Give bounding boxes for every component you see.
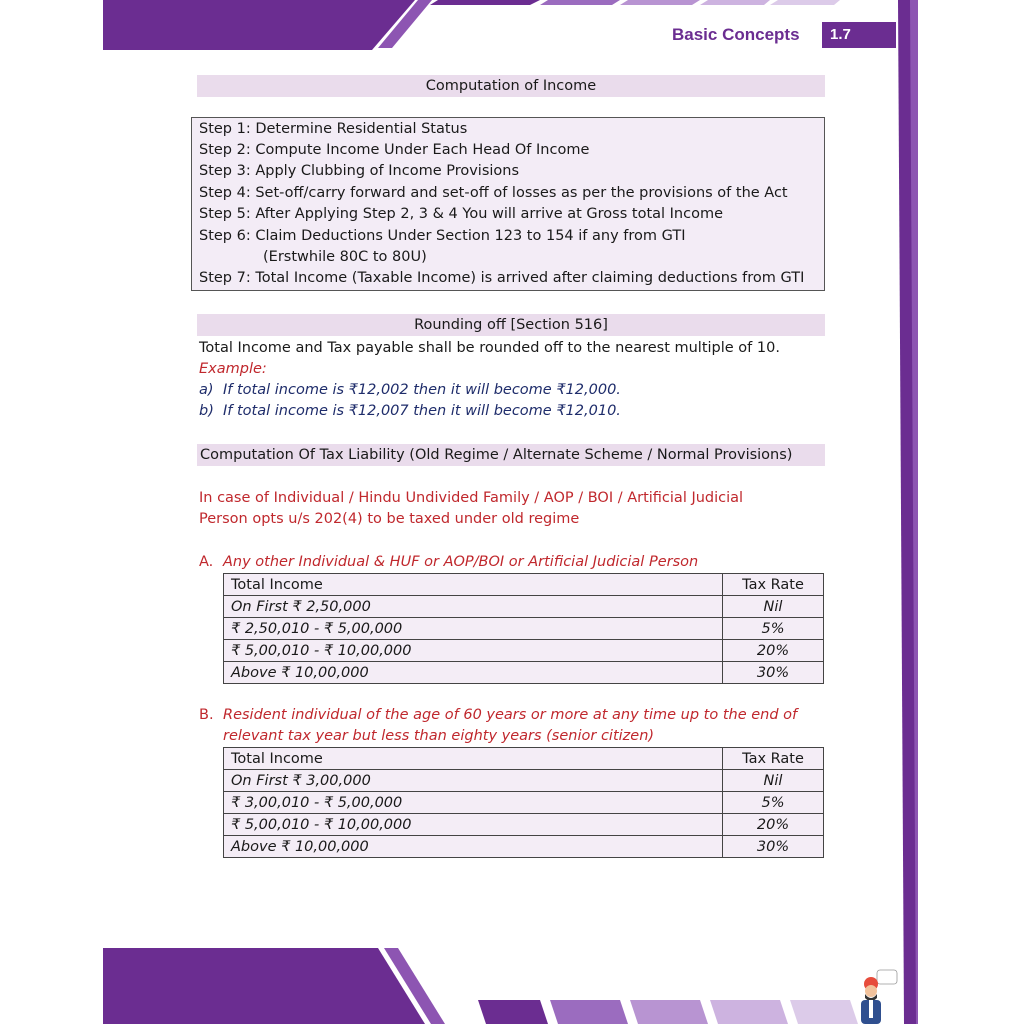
tax-rate-table-b xyxy=(223,747,824,858)
income-slab: ₹ 2,50,010 - ₹ 5,00,000 xyxy=(224,618,723,640)
tax-rate: 20% xyxy=(723,814,824,836)
example-marker-a: a) xyxy=(199,382,214,398)
example-marker-b: b) xyxy=(199,403,214,419)
section-b-title-line2: relevant tax year but less than eighty years (senior citizen) xyxy=(223,728,655,744)
tax-rate: 30% xyxy=(723,662,824,684)
income-slab: Above ₹ 10,00,000 xyxy=(224,836,723,858)
column-header-income: Total Income xyxy=(224,748,723,770)
tax-rate-table-a xyxy=(223,573,824,684)
step-5: Step 5: After Applying Step 2, 3 & 4 You will arrive at Gross total Income xyxy=(199,206,724,222)
tax-rate: 20% xyxy=(723,640,824,662)
column-header-income: Total Income xyxy=(224,574,723,596)
example-b: If total income is ₹12,007 then it will become ₹12,010. xyxy=(223,403,621,419)
step-6: Step 6: Claim Deductions Under Section 123 to 154 if any from GTI xyxy=(199,228,686,244)
income-slab: ₹ 5,00,010 - ₹ 10,00,000 xyxy=(224,640,723,662)
example-label: Example: xyxy=(199,361,267,377)
steps-box xyxy=(191,117,825,291)
tax-rate: Nil xyxy=(723,596,824,618)
tax-rate: Nil xyxy=(723,770,824,792)
table-header-row xyxy=(224,574,824,596)
section-a-title: Any other Individual & HUF or AOP/BOI or Artificial Judicial Person xyxy=(223,554,699,570)
column-header-rate: Tax Rate xyxy=(723,748,824,770)
page-number: 1.7 xyxy=(822,22,896,48)
step-3: Step 3: Apply Clubbing of Income Provisions xyxy=(199,163,520,179)
step-2: Step 2: Compute Income Under Each Head Of Income xyxy=(199,142,590,158)
tax-rate: 5% xyxy=(723,618,824,640)
table-header-row xyxy=(224,748,824,770)
step-6-note: (Erstwhile 80C to 80U) xyxy=(263,249,427,265)
rounding-text: Total Income and Tax payable shall be rounded off to the nearest multiple of 10. xyxy=(199,340,780,356)
section-a-marker: A. xyxy=(199,554,214,570)
step-4: Step 4: Set-off/carry forward and set-off of losses as per the provisions of the Act xyxy=(199,185,788,201)
liability-intro-line1: In case of Individual / Hindu Undivided Family / AOP / BOI / Artificial Judicial xyxy=(199,490,744,506)
income-slab: ₹ 5,00,010 - ₹ 10,00,000 xyxy=(224,814,723,836)
income-slab: On First ₹ 3,00,000 xyxy=(224,770,723,792)
example-a: If total income is ₹12,002 then it will become ₹12,000. xyxy=(223,382,621,398)
income-slab: Above ₹ 10,00,000 xyxy=(224,662,723,684)
computation-heading: Computation of Income xyxy=(197,75,825,97)
section-b-title-line1: Resident individual of the age of 60 years or more at any time up to the end of xyxy=(223,707,798,723)
table-row xyxy=(224,662,824,684)
tax-rate: 30% xyxy=(723,836,824,858)
step-7: Step 7: Total Income (Taxable Income) is arrived after claiming deductions from GTI xyxy=(199,270,805,286)
table-row xyxy=(224,792,824,814)
income-slab: On First ₹ 2,50,000 xyxy=(224,596,723,618)
table-row xyxy=(224,596,824,618)
rounding-heading: Rounding off [Section 516] xyxy=(197,314,825,336)
chapter-title: Basic Concepts xyxy=(672,25,800,44)
column-header-rate: Tax Rate xyxy=(723,574,824,596)
liability-heading: Computation Of Tax Liability (Old Regime / Alternate Scheme / Normal Provisions) xyxy=(197,444,825,466)
liability-intro-line2: Person opts u/s 202(4) to be taxed under old regime xyxy=(199,511,580,527)
section-b-marker: B. xyxy=(199,707,214,723)
tax-rate: 5% xyxy=(723,792,824,814)
step-1: Step 1: Determine Residential Status xyxy=(199,121,468,137)
table-row xyxy=(224,814,824,836)
mascot-illustration xyxy=(855,968,900,1024)
income-slab: ₹ 3,00,010 - ₹ 5,00,000 xyxy=(224,792,723,814)
table-row xyxy=(224,770,824,792)
table-row xyxy=(224,836,824,858)
table-row xyxy=(224,640,824,662)
table-row xyxy=(224,618,824,640)
